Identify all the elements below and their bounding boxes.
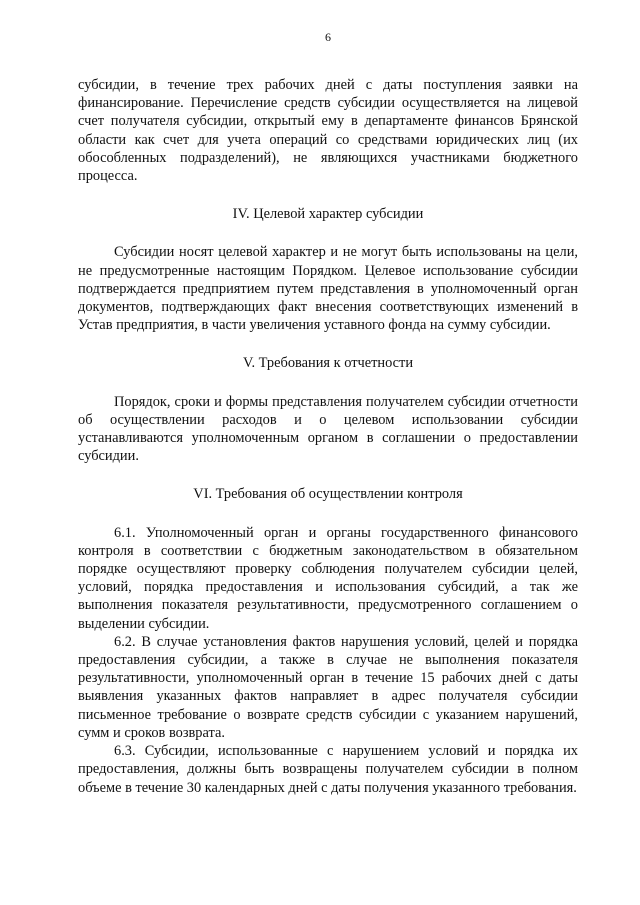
paragraph-target-purpose: Субсидии носят целевой характер и не могут быть использованы на цели, не предусмотренные настоящим Порядком. Целевое использование субсидии подтверждается предприятием путем представления в уполномоченный орган документов, подтверждающих факт внесения соответствующих изменений в Устав предприятия, в части увеличения уставного фонда на сумму субсидии.: [78, 244, 578, 334]
section-heading-vi: VI. Требования об осуществлении контроля: [193, 486, 463, 503]
paragraph-6-1: 6.1. Уполномоченный орган и органы государственного финансового контроля в соответствии с бюджетным законодательством в обязательном порядке осуществляют проверку соблюдения получателем субсидии целей, условий, порядка предоставления и использования субсидий, а так же выполнения показателя результативности, предусмотренного соглашением о выделении субсидии.: [78, 524, 578, 632]
paragraph-6-2: 6.2. В случае установления фактов нарушения условий, целей и порядка предоставления субсидии, а также в случае не выполнения показателя результативности, уполномоченный орган в течение 15 рабочих дней с даты выявления указанных фактов направляет в адрес получателя субсидии письменное требование о возврате средств субсидии с указанием нарушений, сумм и сроков возврата.: [78, 633, 578, 741]
paragraph-6-3: 6.3. Субсидии, использованные с нарушением условий и порядка их предоставления, должны быть возвращены получателем субсидии в полном объеме в течение 30 календарных дней с даты получения указанного требования.: [78, 743, 578, 796]
document-page: [78, 0, 578, 905]
page-number: 6: [325, 30, 331, 44]
section-heading-v: V. Требования к отчетности: [242, 355, 414, 372]
paragraph-reporting: Порядок, сроки и формы представления получателем субсидии отчетности об осуществлении расходов и о целевом использовании субсидии устанавливаются уполномоченным органом в соглашении о предоставлении субсидии.: [78, 393, 578, 465]
paragraph-continuation: субсидии, в течение трех рабочих дней с даты поступления заявки на финансирование. Перечисление средств субсидии осуществляется на лицевой счет получателя субсидии, открытый ему в департаменте финансов Брянской области как счет для учета операций со средствами юридических лиц (их обособленных подразделений), не являющихся участниками бюджетного процесса.: [78, 77, 578, 185]
document-body: [78, 76, 578, 797]
section-heading-iv: IV. Целевой характер субсидии: [232, 206, 424, 223]
